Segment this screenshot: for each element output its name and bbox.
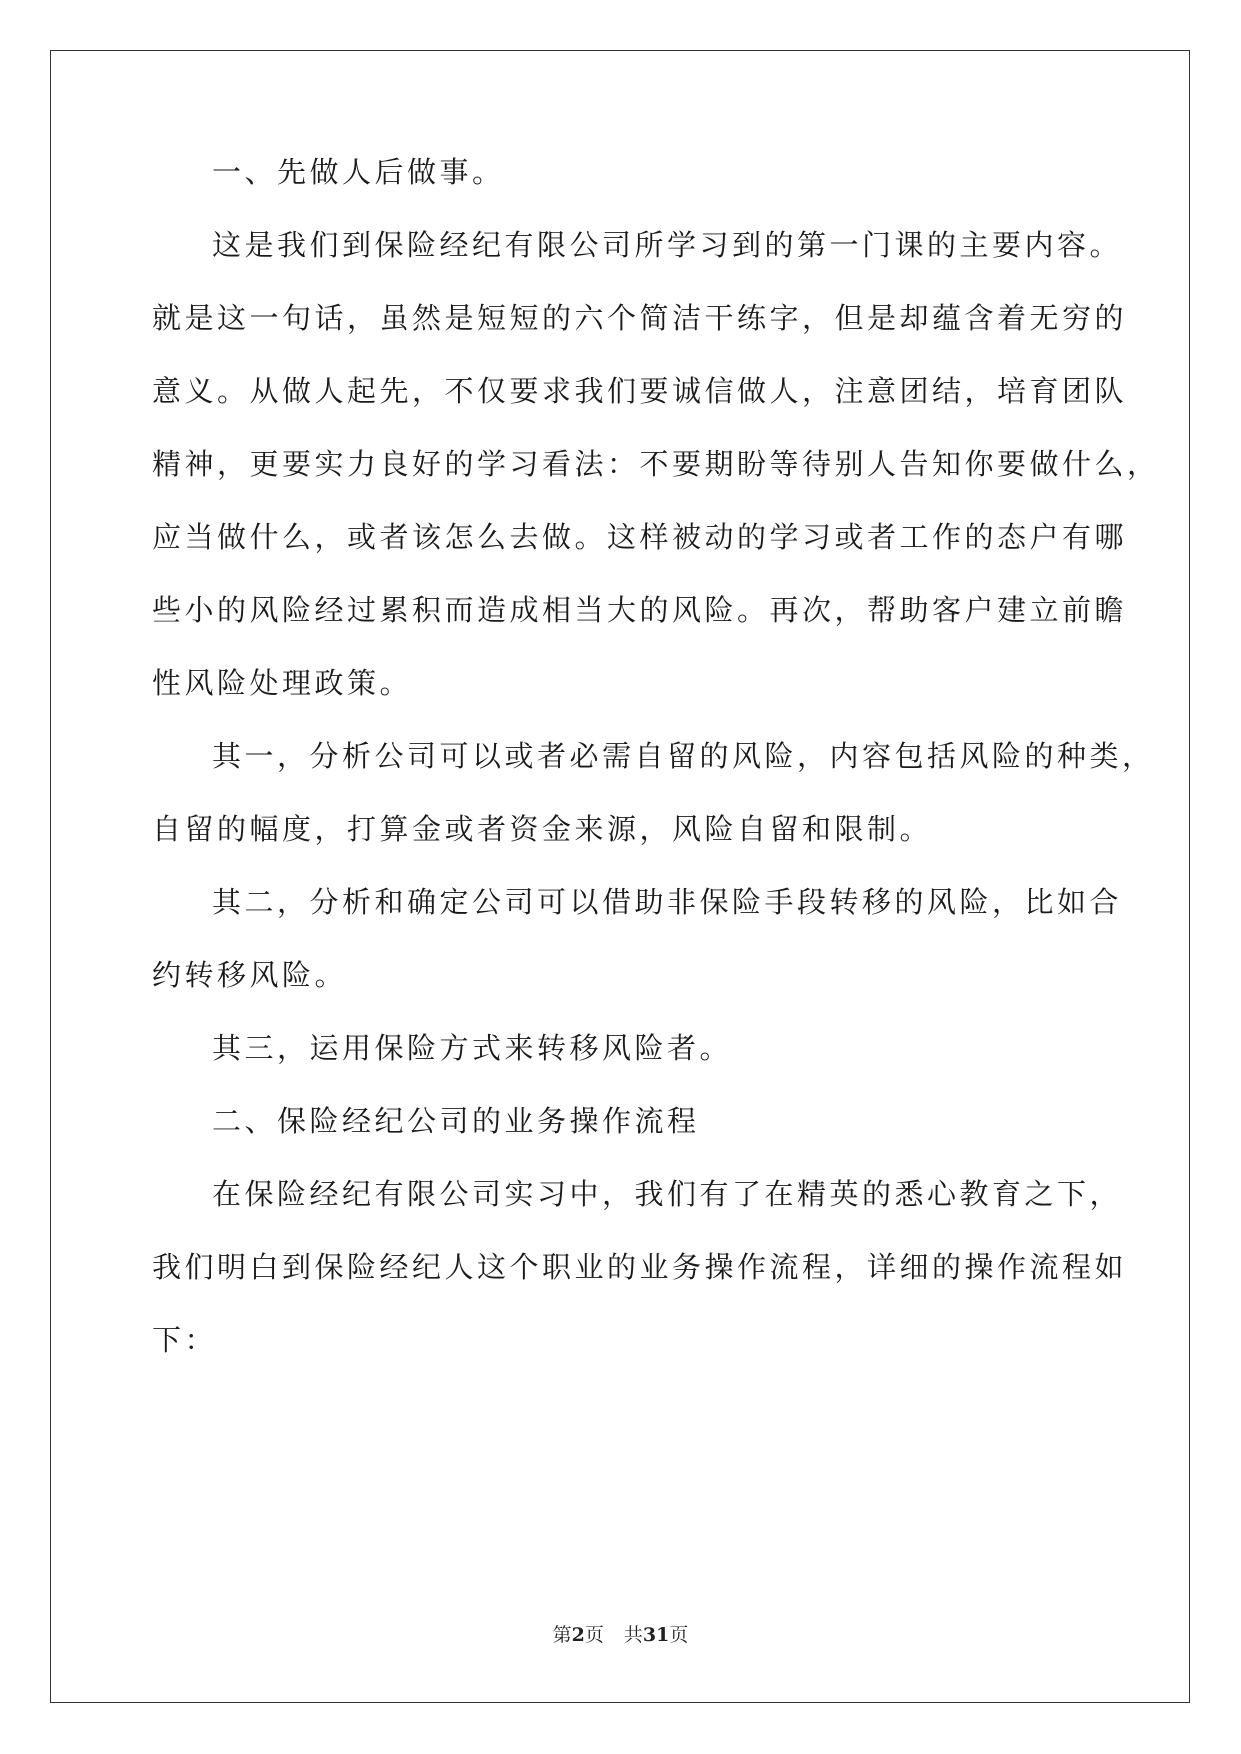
paragraph-line: 意义。从做人起先，不仅要求我们要诚信做人，注意团结，培育团队 <box>152 374 1128 408</box>
paragraph-line: 在保险经纪有限公司实习中，我们有了在精英的悉心教育之下， <box>212 1177 1123 1211</box>
footer-page-suffix: 页 <box>584 1624 604 1646</box>
paragraph-line: 其二，分析和确定公司可以借助非保险手段转移的风险，比如合 <box>212 885 1123 919</box>
footer-page-number: 2 <box>571 1624 585 1646</box>
footer-page-prefix: 第 <box>552 1624 572 1646</box>
paragraph-line: 这是我们到保险经纪有限公司所学习到的第一门课的主要内容。 <box>212 228 1123 262</box>
paragraph-line: 自留的幅度，打算金或者资金来源，风险自留和限制。 <box>152 812 933 846</box>
footer-total-suffix: 页 <box>669 1624 689 1646</box>
paragraph-line: 些小的风险经过累积而造成相当大的风险。再次，帮助客户建立前瞻 <box>152 593 1128 627</box>
heading-1: 一、先做人后做事。 <box>212 155 505 189</box>
paragraph-line: 精神，更要实力良好的学习看法：不要期盼等待别人告知你要做什么， <box>152 447 1160 481</box>
heading-2: 二、保险经纪公司的业务操作流程 <box>212 1104 700 1138</box>
paragraph-line: 约转移风险。 <box>152 958 348 992</box>
paragraph-line: 应当做什么，或者该怎么去做。这样被动的学习或者工作的态户有哪 <box>152 520 1128 554</box>
paragraph-line: 性风险处理政策。 <box>152 666 413 700</box>
paragraph-line: 其三，运用保险方式来转移风险者。 <box>212 1031 733 1065</box>
page-border <box>50 50 1190 1703</box>
paragraph-line: 我们明白到保险经纪人这个职业的业务操作流程，详细的操作流程如 <box>152 1250 1128 1284</box>
paragraph-line: 下： <box>152 1323 218 1357</box>
paragraph-line: 就是这一句话，虽然是短短的六个简洁干练字，但是却蕴含着无穷的 <box>152 301 1128 335</box>
paragraph-line: 其一，分析公司可以或者必需自留的风险，内容包括风险的种类， <box>212 739 1155 773</box>
page-footer <box>0 1620 1241 1647</box>
footer-total-prefix: 共 <box>623 1624 643 1646</box>
footer-total-number: 31 <box>642 1624 670 1646</box>
